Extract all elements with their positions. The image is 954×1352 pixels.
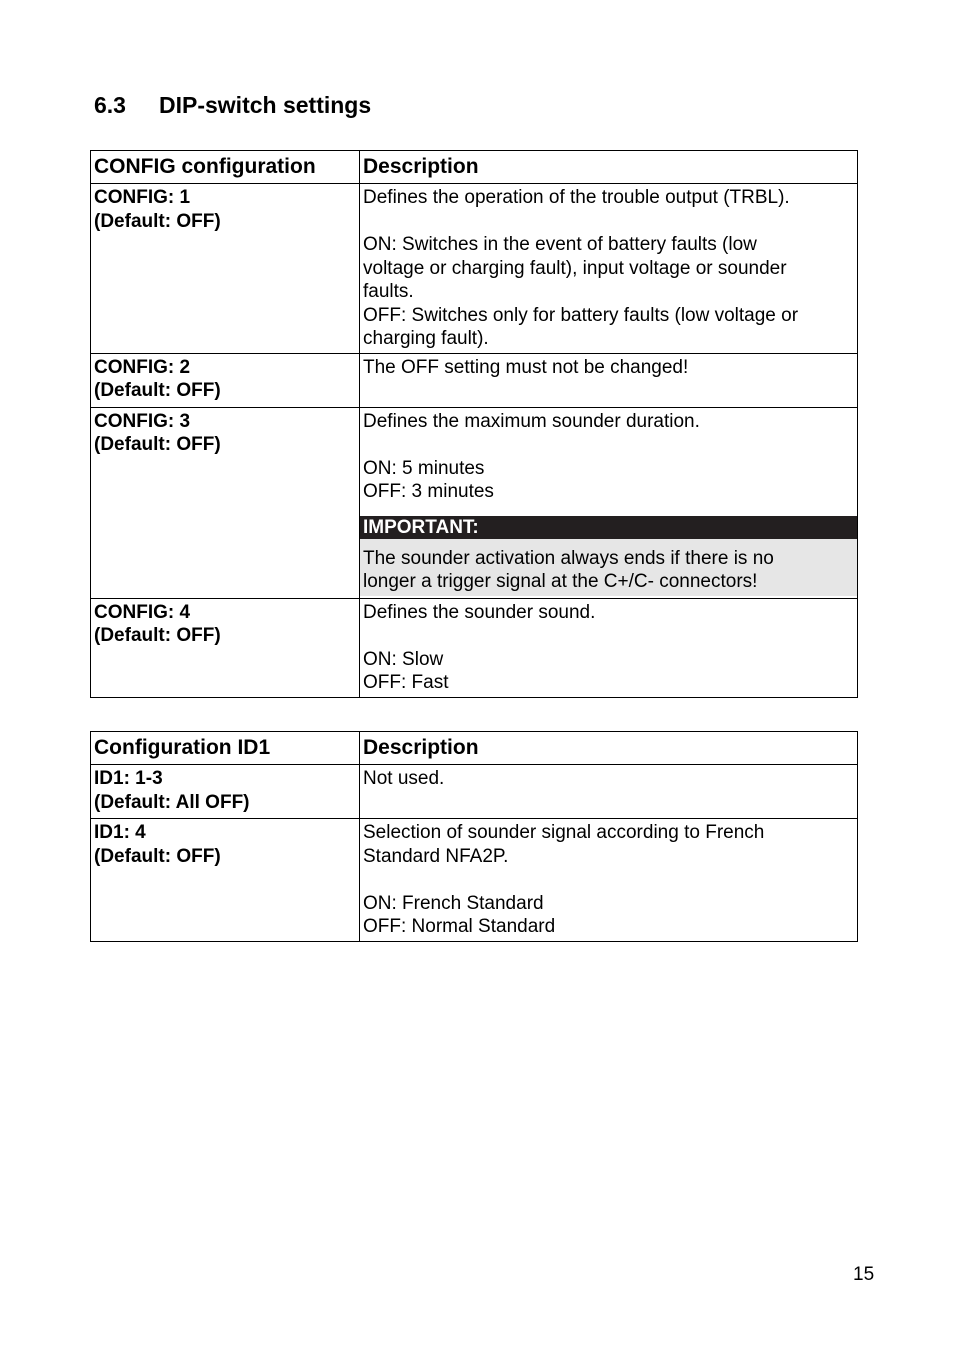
description-cell — [360, 353, 858, 407]
column-header-id1: Configuration ID1 — [91, 732, 360, 765]
description-intro: Selection of sounder signal according to French — [363, 822, 765, 843]
setting-cell — [91, 765, 360, 819]
off-description: OFF: Switches only for battery faults (low voltage or — [363, 304, 799, 326]
table-row — [91, 184, 858, 354]
important-label: IMPORTANT: — [360, 516, 857, 539]
id1-table-header — [91, 732, 858, 765]
on-description: ON: French Standard — [363, 892, 544, 914]
setting-cell — [91, 598, 360, 697]
section-title: DIP-switch settings — [159, 92, 372, 118]
column-header-description: Description — [360, 732, 858, 765]
default-label: (Default: All OFF) — [94, 791, 250, 813]
setting-cell — [91, 353, 360, 407]
setting-label: CONFIG: 1 — [94, 187, 191, 208]
off-description: OFF: Normal Standard — [363, 916, 556, 937]
important-note-line: longer a trigger signal at the C+/C- connectors! — [363, 571, 758, 592]
column-header-config: CONFIG configuration — [91, 151, 360, 184]
off-description: OFF: 3 minutes — [363, 481, 494, 502]
description-intro: Defines the sounder sound. — [363, 601, 596, 623]
setting-label: ID1: 4 — [94, 822, 146, 843]
default-label: (Default: OFF) — [94, 625, 221, 646]
description-cell — [360, 819, 858, 942]
description-intro: The OFF setting must not be changed! — [363, 356, 689, 378]
section-number: 6.3 — [94, 92, 126, 118]
on-description: voltage or charging fault), input voltage or sounder — [363, 257, 787, 279]
setting-cell — [91, 184, 360, 354]
column-header-description: Description — [360, 151, 858, 184]
description-cell — [360, 184, 858, 354]
config-table — [90, 150, 858, 698]
on-description: ON: Slow — [363, 648, 444, 670]
important-note — [360, 539, 857, 596]
setting-label: CONFIG: 3 — [94, 410, 191, 432]
config-table-header — [91, 151, 858, 184]
off-description: charging fault). — [363, 328, 489, 349]
section-heading — [94, 88, 371, 122]
default-label: (Default: OFF) — [94, 210, 221, 232]
id1-table — [90, 731, 858, 942]
description-intro: Defines the maximum sounder duration. — [363, 410, 700, 432]
page-number: 15 — [853, 1264, 875, 1285]
off-description: OFF: Fast — [363, 672, 449, 693]
setting-label: ID1: 1-3 — [94, 768, 163, 789]
table-row — [91, 407, 858, 598]
important-note-line: The sounder activation always ends if there is no — [363, 547, 774, 569]
default-label: (Default: OFF) — [94, 845, 221, 867]
table-row — [91, 598, 858, 697]
description-intro: Defines the operation of the trouble output (TRBL). — [363, 187, 790, 208]
on-description: ON: Switches in the event of battery faults (low — [363, 234, 757, 255]
default-label: (Default: OFF) — [94, 434, 221, 455]
setting-cell — [91, 407, 360, 598]
on-description: ON: 5 minutes — [363, 457, 485, 479]
description-cell — [360, 598, 858, 697]
description-intro: Standard NFA2P. — [363, 845, 509, 867]
setting-cell — [91, 819, 360, 942]
setting-label: CONFIG: 2 — [94, 356, 191, 378]
description-cell — [360, 765, 858, 819]
description-intro: Not used. — [363, 768, 445, 789]
on-description: faults. — [363, 281, 414, 302]
table-row — [91, 353, 858, 407]
table-row — [91, 765, 858, 819]
setting-label: CONFIG: 4 — [94, 601, 191, 623]
table-row — [91, 819, 858, 942]
default-label: (Default: OFF) — [94, 380, 221, 401]
description-cell — [360, 407, 858, 598]
